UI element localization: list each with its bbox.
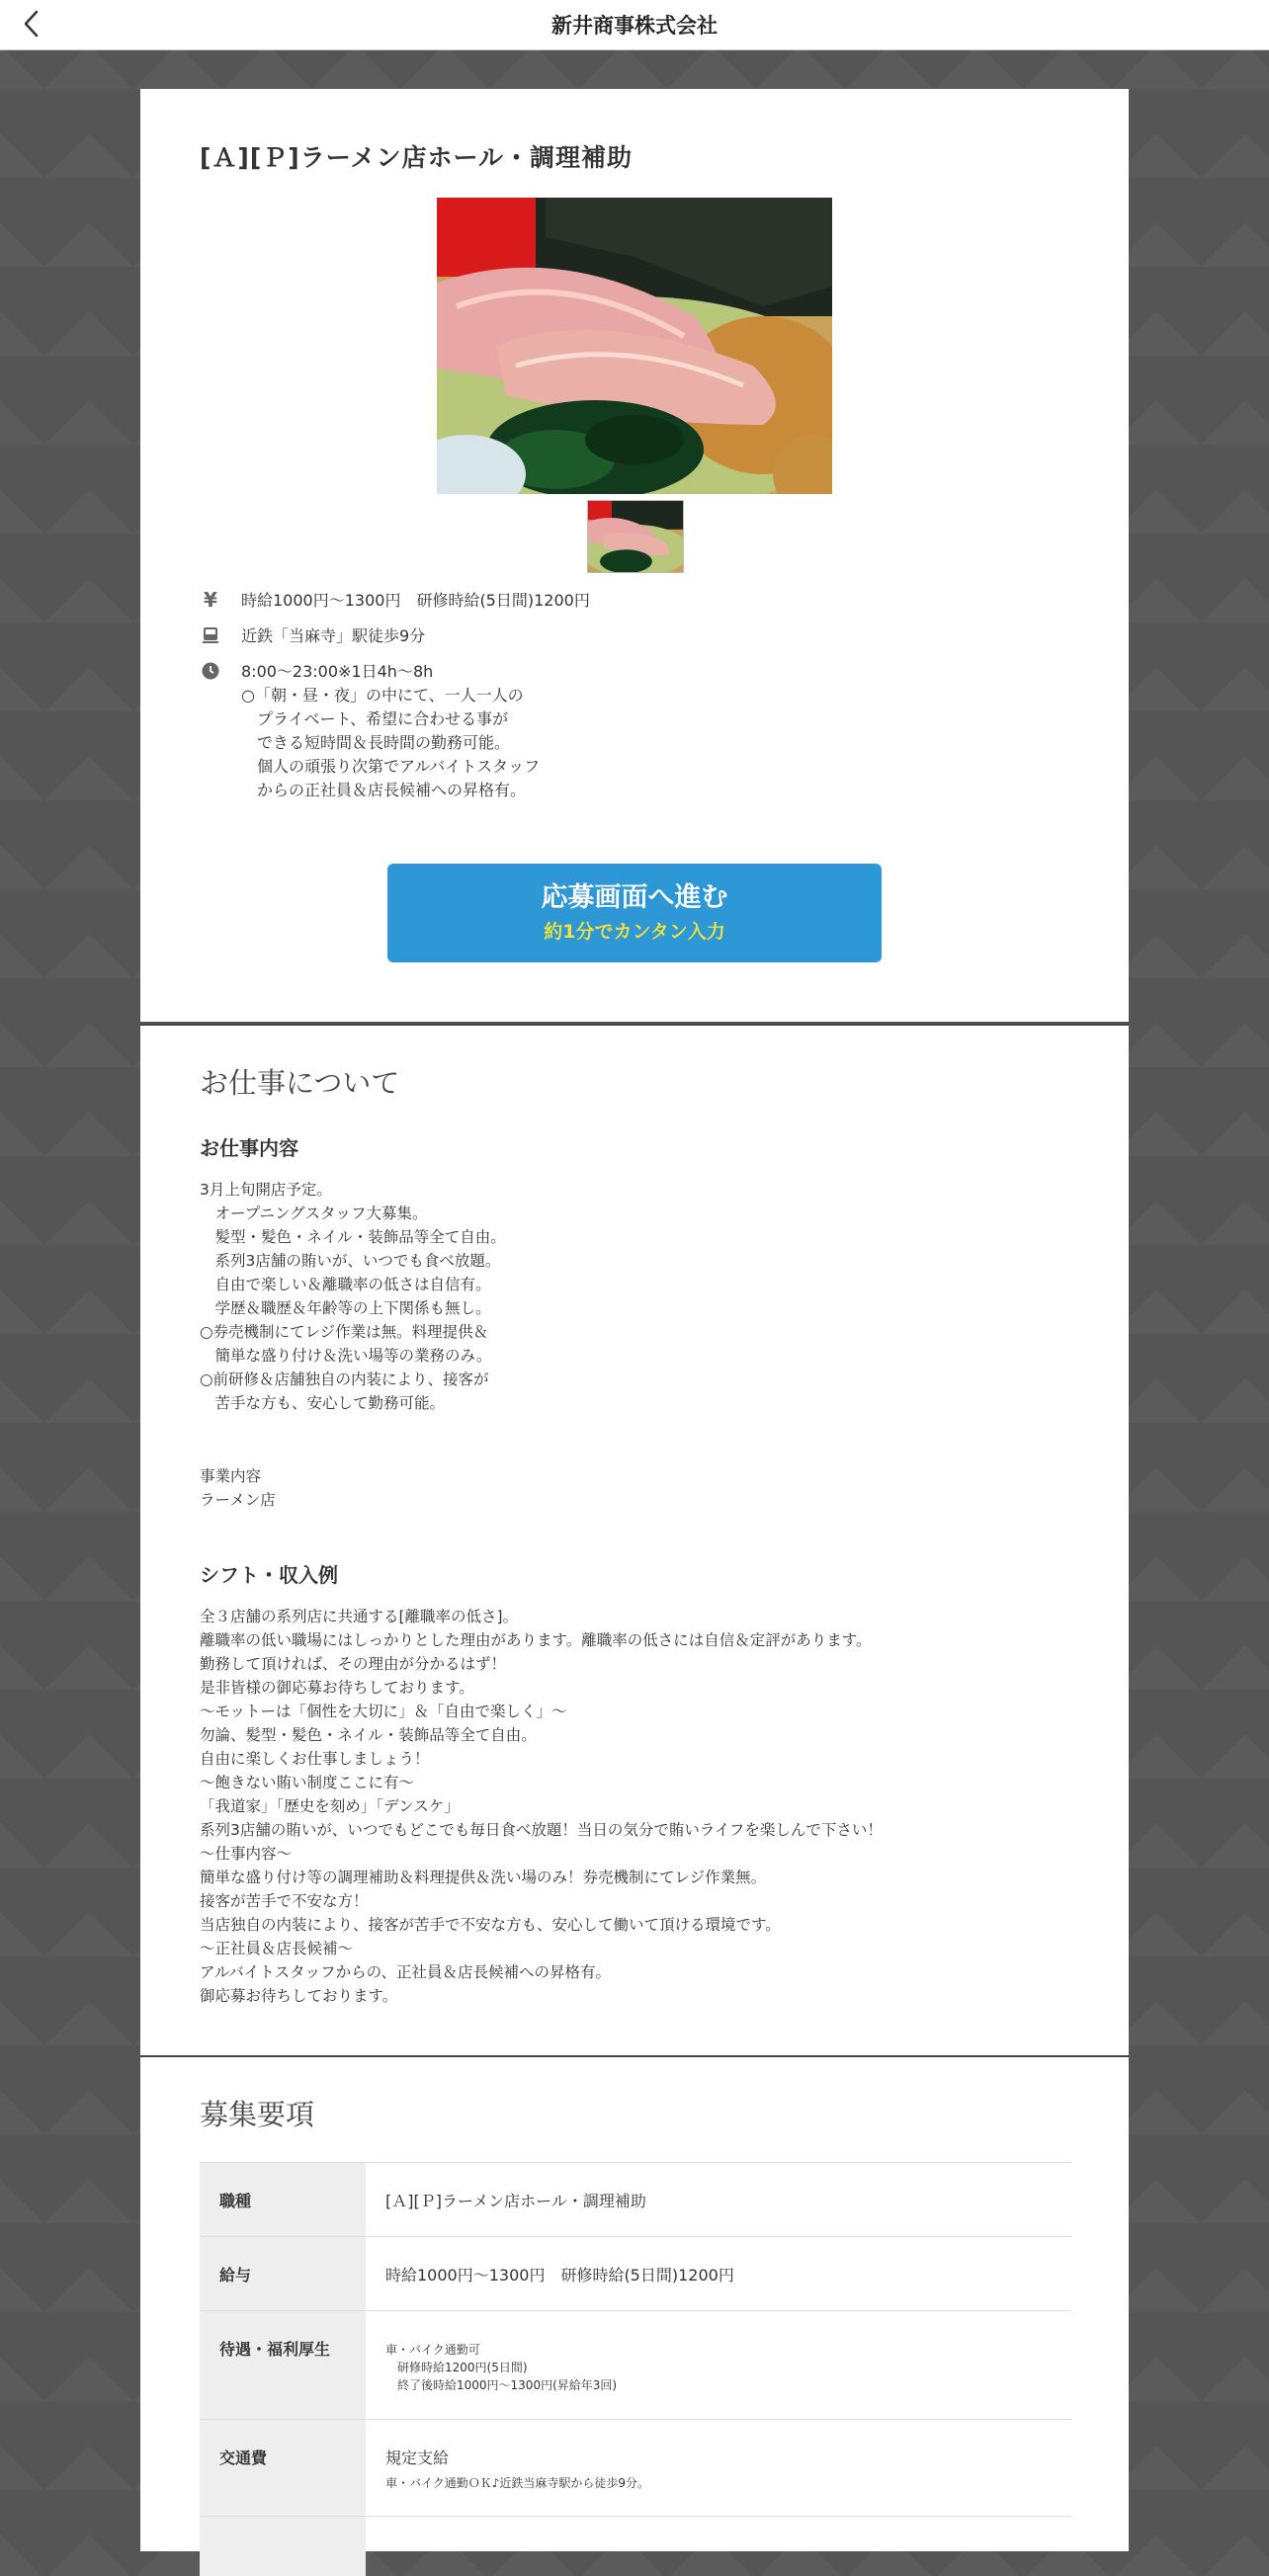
- hours-text: 8:00～23:00※1日4h～8h: [241, 662, 434, 681]
- access-text: 近鉄「当麻寺」駅徒歩9分: [241, 626, 426, 645]
- wage-text: 時給1000円～1300円 研修時給(5日間)1200円: [241, 591, 590, 610]
- requirements-table: [200, 2162, 1071, 2576]
- access-row: [200, 624, 425, 648]
- business-text: 事業内容 ラーメン店: [200, 1467, 276, 1509]
- job-details-card: [140, 1024, 1129, 2055]
- chevron-left-icon: [22, 9, 42, 39]
- shift-text: 全３店舗の系列店に共通する[離職率の低さ]。 離職率の低い職場にはしっかりとした理由があります。離職率の低さには自信＆定評があります。 勤務して頂ければ、その理由が分かるはず！ 是非皆様の御応募お待ちしております。 ～モットーは「個性を大切に」＆「自由で楽しく」～ 勿論、髪型・髪色・ネイル・装飾品等全て自由。 自由に楽しくお仕事しましょう！ ～飽きない賄い制度ここに有～ 「我道家」「歴史を刻め」「デンスケ」 系列3店舗の賄いが、いつでもどこでも毎日食べ放題！当日の気分で賄いライフを楽しんで下さい！ ～仕事内容～ 簡単な盛り付け等の調理補助＆料理提供＆洗い場のみ！券売機制にてレジ作業無。 接客が苦手で不安な方！ 当店独自の内装により、接客が苦手で不安な方も、安心して働いて頂ける環境です。 ～正社員＆店長候補～ アルバイトスタッフからの、正社員＆店長候補への昇格有。 御応募お待ちしております。: [200, 1608, 883, 2005]
- row-label: 給与: [200, 2237, 366, 2311]
- content-text: 3月上旬開店予定。 オープニングスタッフ大募集。 髪型・髪色・ネイル・装飾品等全て自由。 系列3店舗の賄いが、いつでも食べ放題。 自由で楽しい＆離職率の低さは自信有。 学歴＆職歴＆年齢等の上下関係も無し。 ○券売機制にてレジ作業は無。料理提供＆ 簡単な盛り付け＆洗い場等の業務のみ。 ○前研修＆店舗独自の内装により、接客が 苦手な方も、安心して勤務可能。: [200, 1181, 506, 1412]
- table-row: [200, 2517, 1071, 2576]
- back-button[interactable]: [14, 6, 49, 42]
- table-row: [200, 2420, 1071, 2517]
- yen-icon: ¥: [204, 588, 217, 612]
- row-label: 交通費: [200, 2420, 366, 2517]
- row-value: [366, 2517, 1071, 2576]
- job-summary-card: [140, 89, 1129, 1022]
- table-row: [200, 2163, 1071, 2237]
- row-note: 車・バイク通勤ＯＫ♪近鉄当麻寺駅から徒歩9分。: [385, 2476, 650, 2490]
- row-label: 待遇・福利厚生: [200, 2311, 366, 2420]
- job-photo: [437, 198, 832, 494]
- row-label: 職種: [200, 2163, 366, 2237]
- clock-icon: [200, 660, 221, 682]
- apply-button-sublabel: 約1分でカンタン入力: [544, 921, 725, 943]
- shift-heading: シフト・収入例: [200, 1563, 338, 1587]
- header-bar: [0, 0, 1269, 50]
- table-row: [200, 2237, 1071, 2311]
- table-row: [200, 2311, 1071, 2420]
- content-heading: お仕事内容: [200, 1136, 298, 1160]
- hours-row: [200, 660, 540, 802]
- apply-button-label: 応募画面へ進む: [541, 882, 728, 913]
- apply-button[interactable]: [387, 864, 882, 962]
- train-icon: [200, 624, 221, 646]
- row-label: [200, 2517, 366, 2576]
- job-title: [Ａ][Ｐ]ラーメン店ホール・調理補助: [200, 143, 633, 172]
- requirements-card: [140, 2055, 1129, 2551]
- row-value: [366, 2311, 1071, 2420]
- about-heading: お仕事について: [200, 1066, 400, 1100]
- row-value: [Ａ][Ｐ]ラーメン店ホール・調理補助: [366, 2163, 1071, 2237]
- company-name: 新井商事株式会社: [551, 14, 718, 38]
- row-note: 車・バイク通勤可 研修時給1200円(5日間) 終了後時給1000円～1300円(昇給年3回): [385, 2343, 618, 2392]
- requirements-heading: 募集要項: [200, 2098, 315, 2131]
- wage-row: [200, 589, 590, 613]
- row-value: 規定支給 車・バイク通勤ＯＫ♪近鉄当麻寺駅から徒歩9分。: [366, 2420, 1071, 2517]
- photo-thumbnail[interactable]: [587, 500, 684, 573]
- row-value: 時給1000円～1300円 研修時給(5日間)1200円: [366, 2237, 1071, 2311]
- hours-detail-text: ○「朝・昼・夜」の中にて、一人一人の プライベート、希望に合わせる事が できる短時間＆長時間の勤務可能。 個人の頑張り次第でアルバイトスタッフ からの正社員＆店長候補への昇格有。: [241, 686, 541, 799]
